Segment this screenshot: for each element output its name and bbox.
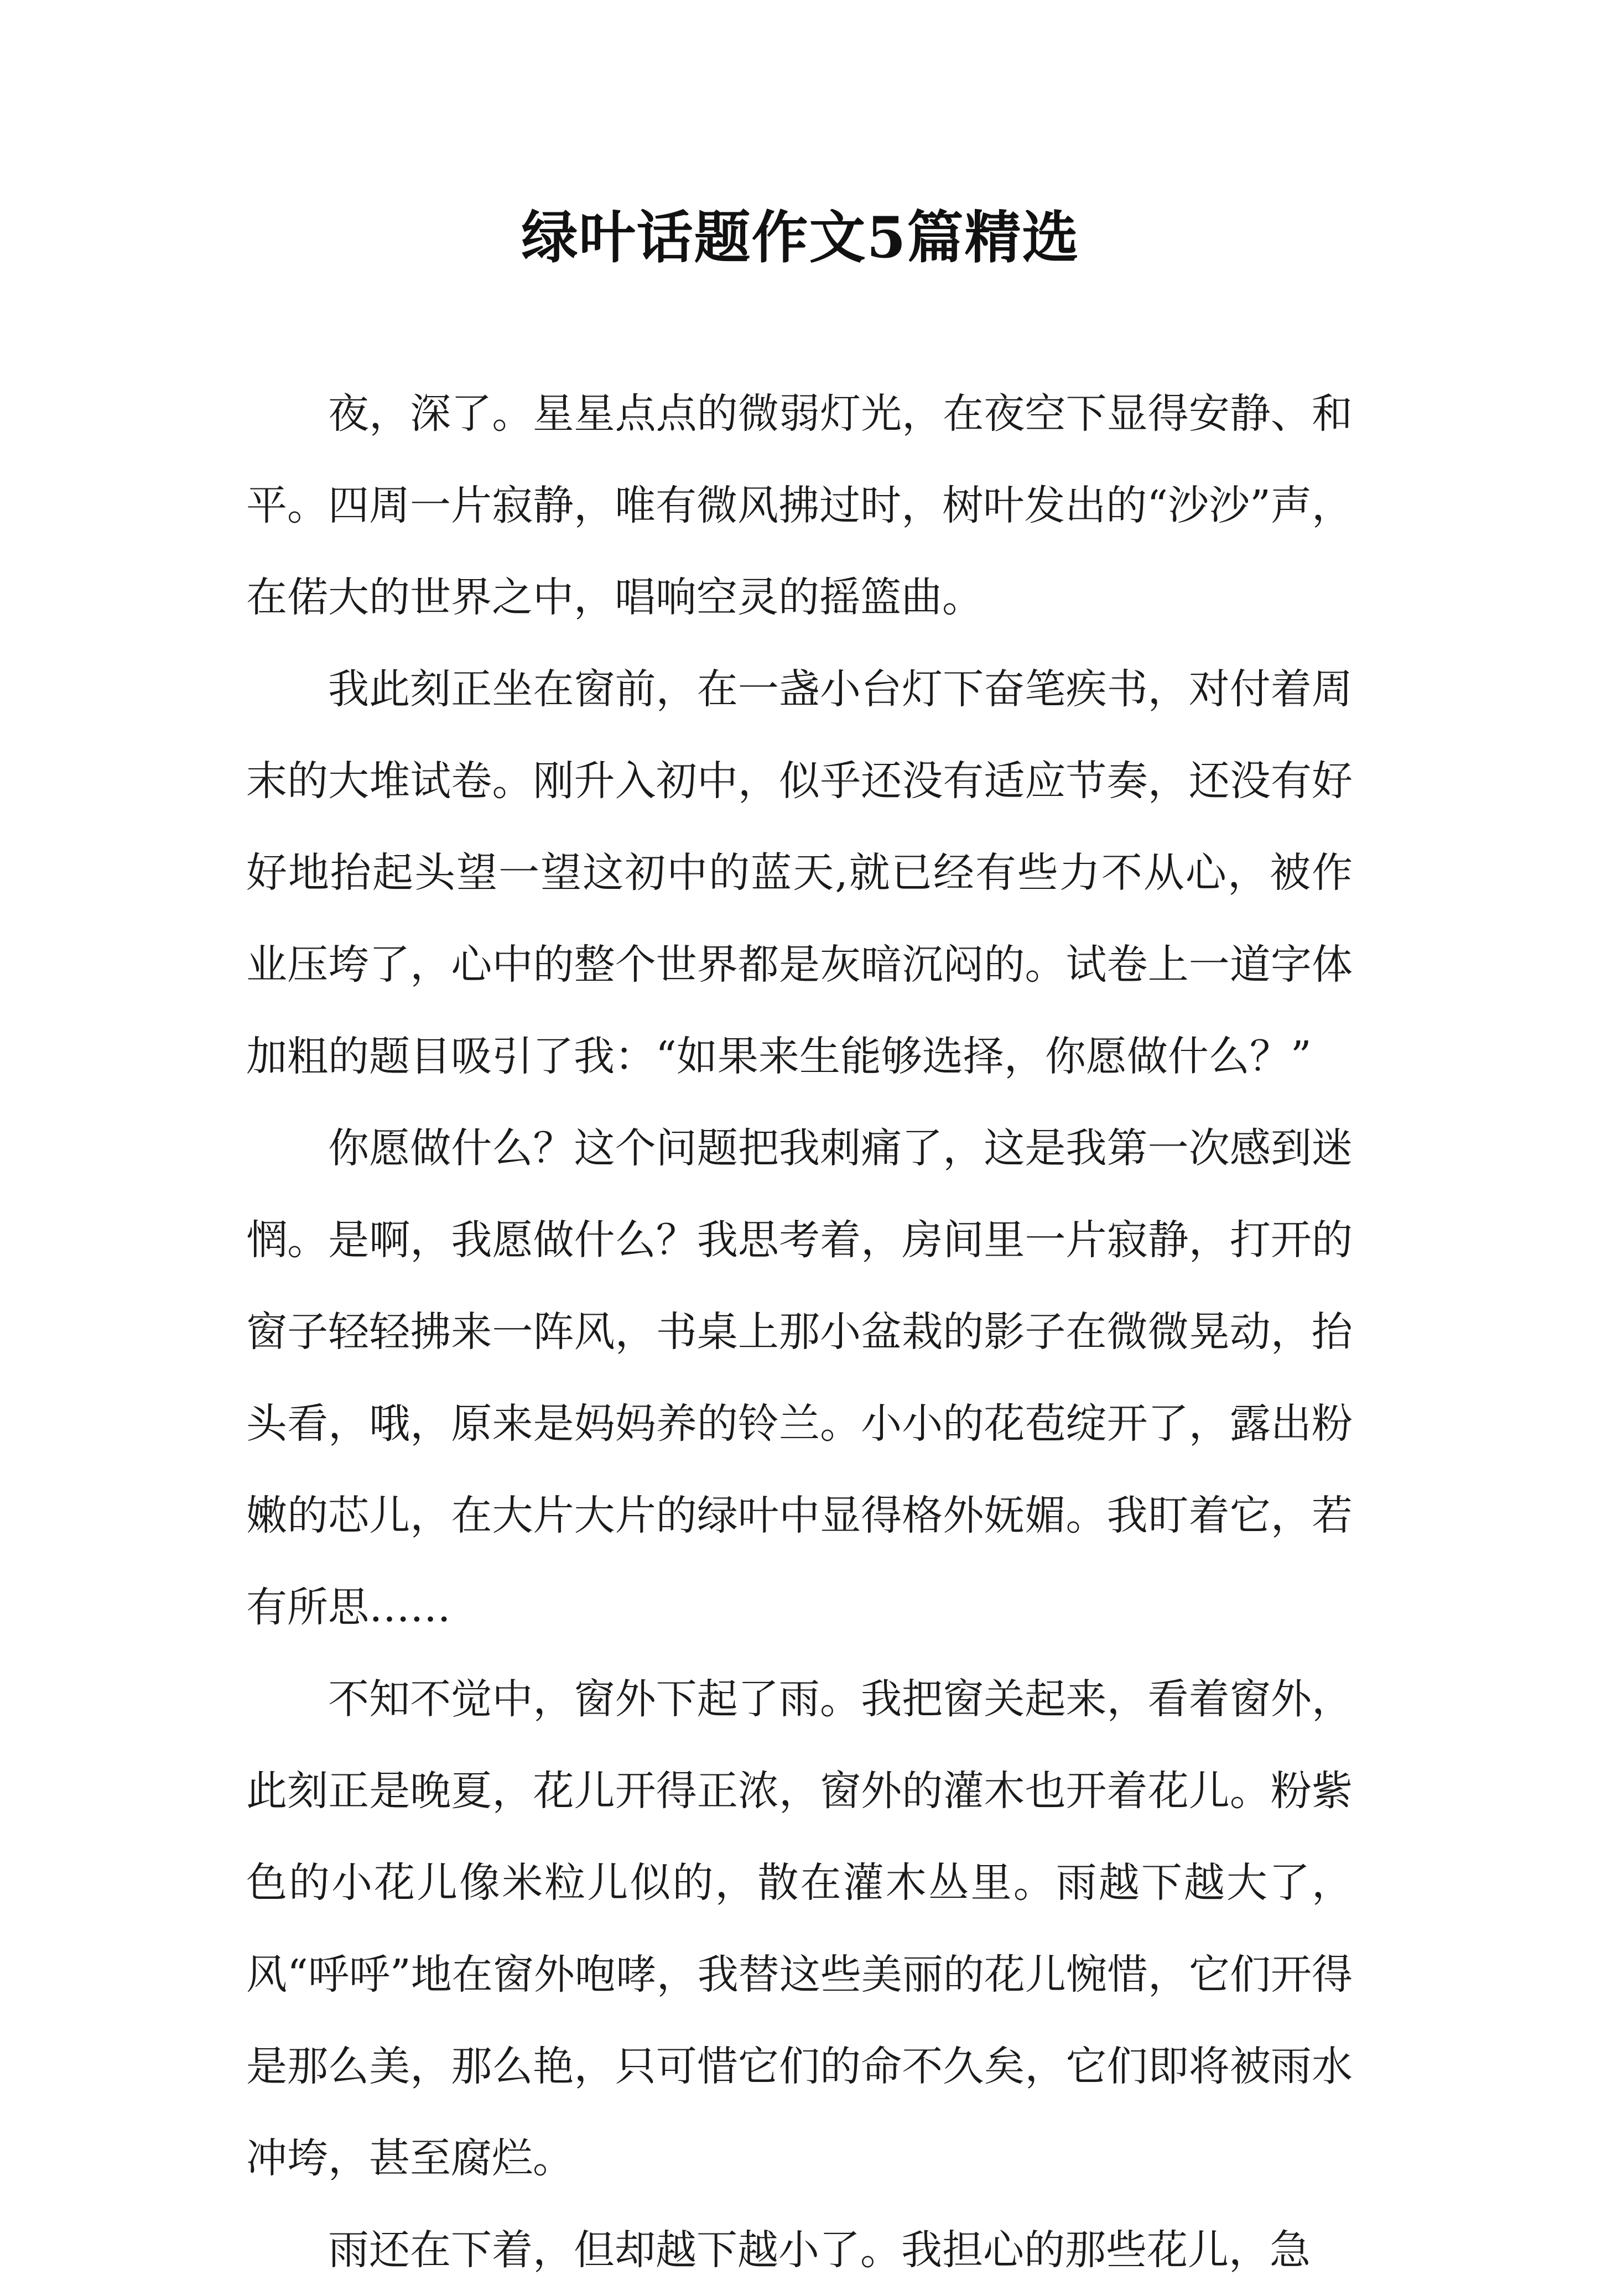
paragraph: 我此刻正坐在窗前，在一盏小台灯下奋笔疾书，对付着周末的大堆试卷。刚升入初中，似乎还没有适应节奏，还没有好好地抬起头望一望这初中的蓝天,就已经有些力不从心，被作业压垮了，心中的整个世界都是灰暗沉闷的。试卷上一道字体加粗的题目吸引了我：“如果来生能够选择，你愿做什么？” (246, 665, 1353, 1080)
paragraph: 你愿做什么？这个问题把我刺痛了，这是我第一次感到迷惘。是啊，我愿做什么？我思考着，房间里一片寂静，打开的窗子轻轻拂来一阵风，书桌上那小盆栽的影子在微微晃动，抬头看，哦，原来是妈妈养的铃兰。小小的花苞绽开了，露出粉嫩的芯儿，在大片大片的绿叶中显得格外妩媚。我盯着它，若有所思…… (246, 1124, 1353, 1631)
document-body (246, 368, 1353, 2296)
document-title: 绿叶话题作文5篇精选 (521, 205, 1080, 271)
paragraph: 夜，深了。星星点点的微弱灯光，在夜空下显得安静、和平。四周一片寂静，唯有微风拂过时，树叶发出的“沙沙”声，在偌大的世界之中，唱响空灵的摇篮曲。 (246, 390, 1353, 621)
paragraph: 雨还在下着，但却越下越小了。我担心的那些花儿，急 (328, 2226, 1311, 2274)
paragraph: 不知不觉中，窗外下起了雨。我把窗关起来，看着窗外，此刻正是晚夏，花儿开得正浓，窗外的灌木也开着花儿。粉紫色的小花儿像米粒儿似的，散在灌木丛里。雨越下越大了，风“呼呼”地在窗外咆哮，我替这些美丽的花儿惋惜，它们开得是那么美，那么艳，只可惜它们的命不久矣，它们即将被雨水冲垮，甚至腐烂。 (246, 1675, 1353, 2182)
